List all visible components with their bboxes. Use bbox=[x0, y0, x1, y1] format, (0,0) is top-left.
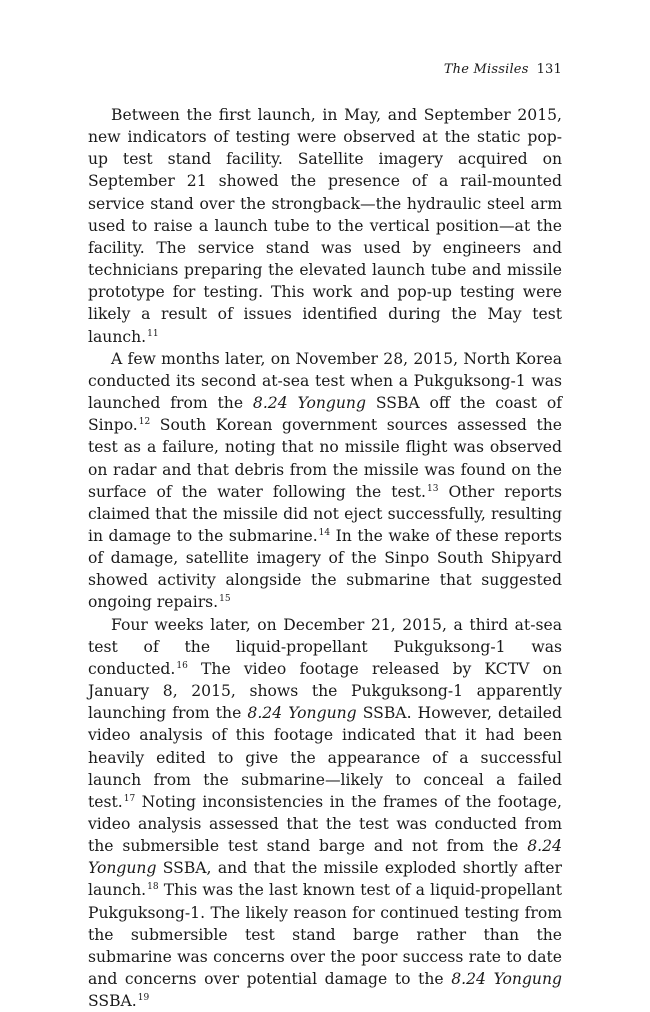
paragraph bbox=[88, 614, 562, 1012]
italic-title: 8.24 Yongung bbox=[247, 704, 357, 723]
footnote-ref[interactable]: 17 bbox=[123, 793, 136, 804]
italic-title: 8.24 Yongung bbox=[451, 970, 562, 989]
running-head-title: The Missiles bbox=[443, 62, 529, 77]
text-run: SSBA. bbox=[88, 992, 137, 1011]
text-run: This was the last known test of a liquid-propellant Pukguksong-1. The likely reason for continued testing from the submersible test stand barge rather than the submarine was concerns over the poor success rate to date and concerns over potential damage to the bbox=[88, 881, 562, 989]
text-run: A few months later, on November 28, 2015, North Korea conducted its second at-sea test when a Pukguksong-1 was launched from the bbox=[88, 349, 562, 413]
text-run: SSBA, and that the missile exploded shortly after launch. bbox=[88, 859, 562, 900]
text-run: Between the first launch, in May, and September 2015, new indicators of testing were observed at the static pop-up test stand facility. Satellite imagery acquired on September 21 showed the presence of a rail-mounted service stand over the strongback—the hydraulic steel arm used to raise a launch tube to the vertical position—at the facility. The service stand was used by engineers and technicians preparing the elevated launch tube and missile prototype for testing. This work and pop-up testing were likely a result of issues identified during the May test launch. bbox=[88, 106, 562, 346]
footnote-ref[interactable]: 15 bbox=[219, 594, 231, 605]
text-run: In the wake of these reports of damage, satellite imagery of the Sinpo South Shipyard showed activity alongside the submarine that suggested ongoing repairs. bbox=[88, 526, 562, 612]
footnote-ref[interactable]: 14 bbox=[318, 527, 331, 538]
footnote-ref[interactable]: 18 bbox=[147, 882, 159, 893]
footnote-ref[interactable]: 11 bbox=[147, 328, 159, 339]
paragraph bbox=[88, 104, 562, 348]
page-number: 131 bbox=[536, 62, 562, 77]
italic-title: 8.24 Yongung bbox=[252, 394, 366, 413]
text-run: South Korean government sources assessed the test as a failure, noting that no missile flight was observed on radar and that debris from the missile was found on the surface of the water following the test. bbox=[88, 416, 562, 501]
running-head bbox=[444, 62, 562, 77]
italic-title: 8.24 Yongung bbox=[88, 837, 562, 878]
body-text bbox=[88, 104, 562, 1012]
text-run: SSBA. However, detailed video analysis of this footage indicated that it had been heavily edited to give the appearance of a successful launch from the submarine—likely to conceal a failed test. bbox=[88, 704, 562, 811]
text-run: The video footage released by KCTV on January 8, 2015, shows the Pukguksong-1 apparently launching from the bbox=[88, 659, 562, 723]
footnote-ref[interactable]: 12 bbox=[138, 417, 151, 428]
text-run: Four weeks later, on December 21, 2015, a third at-sea test of the liquid-propellant Pukguksong-1 was conducted. bbox=[88, 615, 562, 678]
footnote-ref[interactable]: 13 bbox=[426, 483, 439, 494]
footnote-ref[interactable]: 16 bbox=[176, 660, 188, 671]
text-run: Noting inconsistencies in the frames of the footage, video analysis assessed that the test was conducted from the submersible test stand barge and not from the bbox=[88, 792, 562, 856]
footnote-ref[interactable]: 19 bbox=[137, 993, 150, 1004]
text-run: Other reports claimed that the missile did not eject successfully, resulting in damage to the submarine. bbox=[88, 482, 562, 545]
paragraph bbox=[88, 348, 562, 614]
text-run: SSBA off the coast of Sinpo. bbox=[88, 394, 562, 435]
